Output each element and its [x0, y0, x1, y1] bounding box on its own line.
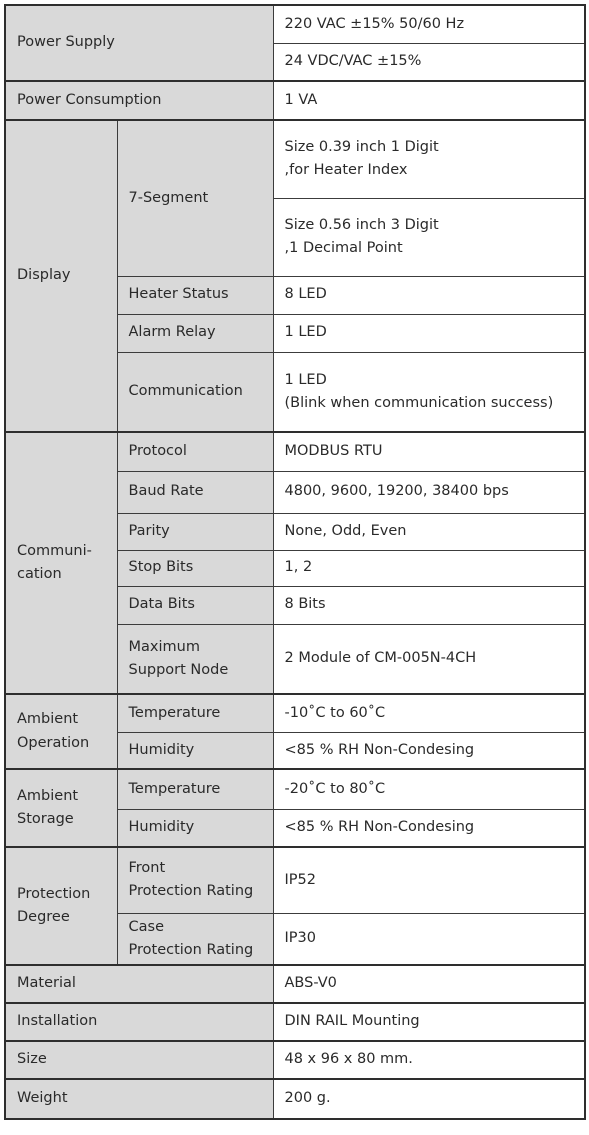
data-bits-value: 8 Bits [273, 586, 585, 624]
material-label: Material [5, 965, 273, 1003]
heater-status-label: Heater Status [117, 276, 273, 314]
power-supply-value-dc: 24 VDC/VAC ±15% [273, 43, 585, 81]
table-row [5, 5, 585, 43]
seven-segment-label: 7-Segment [117, 120, 273, 276]
case-protection-value: IP30 [273, 913, 585, 965]
stop-bits-value: 1, 2 [273, 550, 585, 586]
table-row [5, 847, 585, 913]
max-support-node-value: 2 Module of CM-005N-4CH [273, 624, 585, 694]
power-supply-value-ac: 220 VAC ±15% 50/60 Hz [273, 5, 585, 43]
installation-value: DIN RAIL Mounting [273, 1003, 585, 1041]
storage-temperature-label: Temperature [117, 769, 273, 809]
size-value: 48 x 96 x 80 mm. [273, 1041, 585, 1079]
alarm-relay-value: 1 LED [273, 314, 585, 352]
parity-value: None, Odd, Even [273, 513, 585, 550]
table-row [5, 1003, 585, 1041]
power-consumption-value: 1 VA [273, 81, 585, 120]
size-label: Size [5, 1041, 273, 1079]
protocol-value: MODBUS RTU [273, 432, 585, 471]
table-row [5, 965, 585, 1003]
seven-segment-value-2: Size 0.56 inch 3 Digit ,1 Decimal Point [273, 198, 585, 276]
table-row [5, 432, 585, 471]
display-label: Display [5, 120, 117, 432]
front-protection-label: Front Protection Rating [117, 847, 273, 913]
ambient-storage-label: Ambient Storage [5, 769, 117, 847]
max-support-node-label: Maximum Support Node [117, 624, 273, 694]
storage-humidity-value: <85 % RH Non-Condesing [273, 809, 585, 847]
operation-temperature-value: -10˚C to 60˚C [273, 694, 585, 732]
display-communication-value: 1 LED (Blink when communication success) [273, 352, 585, 432]
material-value: ABS-V0 [273, 965, 585, 1003]
specification-table [4, 4, 586, 1120]
protocol-label: Protocol [117, 432, 273, 471]
weight-label: Weight [5, 1079, 273, 1119]
stop-bits-label: Stop Bits [117, 550, 273, 586]
table-row [5, 120, 585, 198]
protection-degree-label: Protection Degree [5, 847, 117, 965]
ambient-operation-label: Ambient Operation [5, 694, 117, 769]
baud-rate-value: 4800, 9600, 19200, 38400 bps [273, 471, 585, 513]
table-row [5, 1079, 585, 1119]
seven-segment-value-1: Size 0.39 inch 1 Digit ,for Heater Index [273, 120, 585, 198]
communication-label: Communi- cation [5, 432, 117, 694]
alarm-relay-label: Alarm Relay [117, 314, 273, 352]
baud-rate-label: Baud Rate [117, 471, 273, 513]
power-supply-label: Power Supply [5, 5, 273, 81]
data-bits-label: Data Bits [117, 586, 273, 624]
installation-label: Installation [5, 1003, 273, 1041]
display-communication-label: Communication [117, 352, 273, 432]
heater-status-value: 8 LED [273, 276, 585, 314]
front-protection-value: IP52 [273, 847, 585, 913]
storage-temperature-value: -20˚C to 80˚C [273, 769, 585, 809]
operation-humidity-label: Humidity [117, 732, 273, 769]
table-row [5, 1041, 585, 1079]
table-row [5, 769, 585, 809]
storage-humidity-label: Humidity [117, 809, 273, 847]
operation-temperature-label: Temperature [117, 694, 273, 732]
table-row [5, 81, 585, 120]
case-protection-label: Case Protection Rating [117, 913, 273, 965]
weight-value: 200 g. [273, 1079, 585, 1119]
table-row [5, 694, 585, 732]
power-consumption-label: Power Consumption [5, 81, 273, 120]
parity-label: Parity [117, 513, 273, 550]
operation-humidity-value: <85 % RH Non-Condesing [273, 732, 585, 769]
